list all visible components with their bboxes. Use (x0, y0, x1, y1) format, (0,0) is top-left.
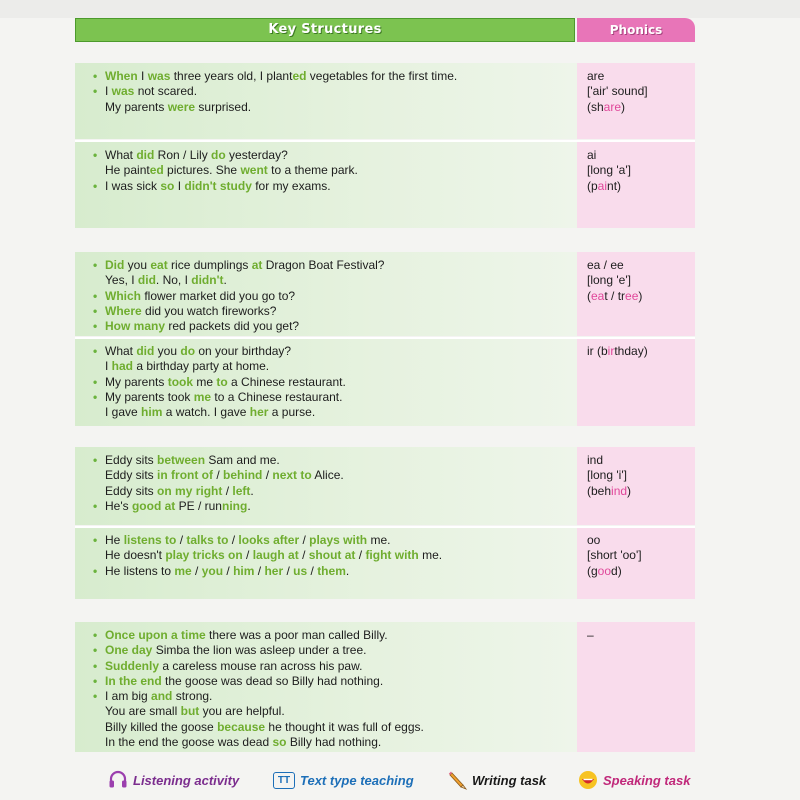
plain-text: he thought it was full of eggs. (265, 719, 424, 734)
phonics-highlight: ir (607, 344, 615, 358)
plain-text: d) (611, 563, 622, 578)
phonics-cell (577, 527, 695, 599)
text-line (587, 258, 695, 273)
bullet-line (105, 390, 577, 405)
plain-text: Alice. (311, 468, 344, 483)
key-word: her (264, 563, 284, 578)
plain-text: / (262, 468, 273, 483)
plain-text: ai (587, 148, 597, 162)
key-word: was (147, 69, 171, 83)
table-row (75, 252, 695, 336)
plain-text: there was a poor man called Billy. (205, 628, 388, 642)
plain-text: ) (638, 288, 643, 303)
legend-listening-label: Listening activity (133, 772, 240, 788)
phonics-highlight: ai (597, 178, 608, 193)
phonics-cell (577, 142, 695, 228)
key-word: Suddenly (105, 658, 160, 673)
phonics-highlight: oo (597, 563, 612, 578)
text-line (587, 148, 695, 163)
plain-text: Billy killed the goose (105, 719, 218, 734)
bullet-line (105, 375, 577, 390)
plain-text: pictures. She (163, 163, 241, 178)
phonics-cell (577, 447, 695, 525)
key-structures-cell (75, 63, 577, 139)
plain-text: He (105, 533, 124, 547)
key-word: do (180, 344, 196, 358)
text-line (105, 735, 577, 750)
key-word: but (180, 704, 200, 719)
key-word: you (201, 563, 224, 578)
plain-text: a careless mouse ran across his paw. (159, 658, 363, 673)
phonics-cell (577, 622, 695, 752)
plain-text: I (105, 359, 112, 374)
key-word: did (137, 273, 156, 288)
plain-text: ) (621, 99, 626, 114)
key-word: me (193, 389, 212, 404)
text-line (587, 100, 695, 115)
plain-text: My parents (105, 99, 168, 114)
plain-text: / (176, 533, 187, 547)
key-word: did (136, 344, 155, 358)
text-line (587, 289, 695, 304)
text-line (587, 344, 695, 359)
key-word: didn't study (184, 178, 252, 193)
phonics-header: Phonics (577, 18, 695, 42)
plain-text: / (307, 563, 318, 578)
plain-text: / (223, 563, 234, 578)
key-structures-cell (75, 142, 577, 228)
text-line (105, 405, 577, 420)
plain-text: He paint (105, 163, 150, 178)
key-word: do (211, 148, 226, 162)
key-word: between (157, 453, 206, 467)
key-word: eat (150, 258, 168, 272)
plain-text: In the end the goose was dead (105, 735, 273, 750)
key-word: laugh at (252, 548, 299, 563)
bullet-line (105, 179, 577, 194)
text-line (105, 359, 577, 374)
text-line (105, 548, 577, 563)
tt-icon: TT (273, 772, 295, 789)
key-word: at (251, 258, 263, 272)
row-divider (75, 337, 695, 339)
phonics-cell (577, 252, 695, 336)
plain-text: / (298, 548, 309, 563)
key-word: took (167, 374, 194, 389)
bullet-line (105, 674, 577, 689)
text-line (587, 533, 695, 548)
plain-text: for my exams. (251, 178, 331, 193)
plain-text: Dragon Boat Festival? (262, 258, 385, 272)
text-line (587, 163, 695, 178)
plain-text: oo (587, 533, 601, 547)
bullet-line (105, 148, 577, 163)
plain-text: . (223, 273, 227, 288)
key-word: play tricks on (165, 548, 243, 563)
plain-text: / (355, 548, 366, 563)
plain-text: ) (627, 483, 632, 498)
key-word: ning (221, 498, 248, 513)
bullet-line (105, 689, 577, 704)
bullet-line (105, 289, 577, 304)
key-word: so (272, 735, 287, 750)
plain-text: Eddy sits (105, 468, 158, 483)
key-structures-cell (75, 252, 577, 336)
bullet-line (105, 304, 577, 319)
plain-text: (g (587, 563, 598, 578)
plain-text: Sam and me. (205, 453, 280, 467)
text-line (587, 69, 695, 84)
text-line (587, 179, 695, 194)
plain-text: . (247, 498, 251, 513)
table-row (75, 63, 695, 139)
key-word: me (174, 563, 192, 578)
text-line (105, 163, 577, 178)
legend-speaking-label: Speaking task (603, 772, 691, 788)
key-word: Did (105, 258, 125, 272)
plain-text: (beh (587, 483, 612, 498)
bullet-line (105, 628, 577, 643)
plain-text: / (222, 483, 233, 498)
key-word: and (151, 689, 173, 704)
key-word: listens to (123, 533, 177, 547)
plain-text: [long 'a'] (587, 163, 631, 178)
key-word: plays with (309, 533, 368, 547)
key-word: on my right (157, 483, 223, 498)
key-word: ed (149, 163, 164, 178)
plain-text: Simba the lion was asleep under a tree. (152, 643, 367, 658)
bullet-line (105, 564, 577, 579)
plain-text: did you watch fireworks? (141, 303, 277, 318)
plain-text: I gave (105, 405, 142, 420)
mouth-icon (578, 770, 598, 790)
key-word: went (240, 163, 268, 178)
key-structures-cell (75, 622, 577, 752)
text-line (587, 453, 695, 468)
table-row (75, 527, 695, 599)
key-word: her (249, 405, 269, 420)
plain-text: ir (b (587, 344, 608, 358)
plain-text: me (193, 374, 217, 389)
text-line (105, 704, 577, 719)
plain-text: What (105, 344, 137, 358)
key-word: had (111, 359, 134, 374)
key-word: them (317, 563, 346, 578)
plain-text: / (191, 563, 202, 578)
key-word: looks after (238, 533, 300, 547)
plain-text: I (174, 178, 185, 193)
plain-text: [short 'oo'] (587, 548, 642, 563)
key-word: next to (272, 468, 312, 483)
key-word: because (217, 719, 266, 734)
table-row (75, 447, 695, 525)
table-row (75, 142, 695, 228)
bullet-line (105, 659, 577, 674)
key-word: behind (223, 468, 263, 483)
plain-text: (p (587, 178, 598, 193)
plain-text: a watch. I gave (162, 405, 250, 420)
plain-text: three years old, I plant (170, 69, 293, 83)
plain-text: vegetables for the first time. (306, 69, 458, 83)
key-word: How many (105, 319, 166, 334)
plain-text: ea / ee (587, 258, 624, 272)
text-line (587, 564, 695, 579)
plain-text: surprised. (195, 99, 252, 114)
text-line (105, 468, 577, 483)
plain-text: [long 'i'] (587, 468, 627, 483)
plain-text: What (105, 148, 137, 162)
plain-text: a Chinese restaurant. (227, 374, 346, 389)
bullet-line (105, 453, 577, 468)
plain-text: My parents (105, 374, 168, 389)
text-line (105, 100, 577, 115)
plain-text: Billy had nothing. (286, 735, 382, 750)
top-strip (0, 0, 800, 18)
key-word: to (216, 374, 228, 389)
plain-text: ( (587, 288, 591, 303)
plain-text: not scared. (134, 84, 198, 99)
plain-text: / (254, 563, 265, 578)
text-line (105, 720, 577, 735)
text-line (587, 484, 695, 499)
key-word: When (105, 69, 138, 83)
key-word: so (160, 178, 175, 193)
bullet-line (105, 84, 577, 99)
key-word: left (232, 483, 251, 498)
key-structures-header: Key Structures (75, 18, 575, 42)
key-word: was (111, 84, 135, 99)
plain-text: / (242, 548, 253, 563)
legend-writing (448, 768, 546, 792)
plain-text: Eddy sits (105, 453, 158, 467)
key-word: In the end (105, 673, 162, 688)
key-word: didn't (191, 273, 224, 288)
plain-text: Ron / Lily (154, 148, 212, 162)
plain-text: / (228, 533, 239, 547)
key-word: fight with (365, 548, 419, 563)
pencil-icon (448, 770, 468, 790)
key-structures-cell (75, 338, 577, 426)
phonics-highlight: ee (625, 288, 639, 303)
key-word: shout at (308, 548, 356, 563)
plain-text: He's (105, 498, 132, 513)
plain-text: I am big (105, 689, 152, 704)
plain-text: Yes, I (105, 273, 138, 288)
plain-text: a purse. (268, 405, 316, 420)
plain-text: ['air' sound] (587, 84, 648, 99)
table-row (75, 338, 695, 426)
plain-text: red packets did you get? (165, 319, 300, 334)
text-line (105, 273, 577, 288)
plain-text: a birthday party at home. (133, 359, 270, 374)
bullet-line (105, 499, 577, 514)
legend-text-type-label: Text type teaching (300, 772, 414, 788)
phonics-highlight: are (603, 99, 622, 114)
plain-text: Eddy sits (105, 483, 158, 498)
key-word: Where (105, 303, 142, 318)
bullet-line (105, 533, 577, 548)
plain-text: t / tr (604, 288, 626, 303)
legend-speaking (578, 768, 690, 792)
plain-text: He doesn't (105, 548, 166, 563)
bullet-line (105, 69, 577, 84)
plain-text: / (299, 533, 310, 547)
text-line (587, 273, 695, 288)
legend-footer (0, 760, 800, 800)
key-word: talks to (186, 533, 229, 547)
plain-text: you (124, 258, 151, 272)
plain-text: flower market did you go to? (141, 288, 296, 303)
plain-text: . No, I (155, 273, 192, 288)
headphones-icon (108, 770, 128, 790)
text-line (587, 84, 695, 99)
key-structures-cell (75, 447, 577, 525)
plain-text: ind (587, 453, 604, 467)
legend-writing-label: Writing task (472, 772, 547, 788)
plain-text: the goose was dead so Billy had nothing. (161, 673, 384, 688)
plain-text: I (105, 84, 112, 99)
key-word: him (233, 563, 255, 578)
plain-text: to a theme park. (267, 163, 358, 178)
bullet-line (105, 643, 577, 658)
plain-text: My parents took (105, 389, 194, 404)
plain-text: – (587, 628, 594, 642)
key-word: Which (105, 288, 141, 303)
bullet-line (105, 319, 577, 334)
text-line (587, 548, 695, 563)
bullet-line (105, 344, 577, 359)
plain-text: (sh (587, 99, 604, 114)
legend-listening (108, 768, 239, 792)
plain-text: He listens to (105, 563, 175, 578)
plain-text: nt) (607, 178, 622, 193)
plain-text: rice dumplings (167, 258, 252, 272)
plain-text: yesterday? (225, 148, 288, 162)
phonics-cell (577, 338, 695, 426)
key-structures-cell (75, 527, 577, 599)
plain-text: thday) (614, 344, 648, 358)
plain-text: on your birthday? (195, 344, 292, 358)
plain-text: . (345, 563, 350, 578)
key-word: One day (105, 643, 153, 658)
plain-text: are (587, 69, 605, 83)
key-word: him (141, 405, 163, 420)
legend-text-type (273, 768, 414, 792)
plain-text: you (154, 344, 181, 358)
plain-text: you are helpful. (199, 704, 285, 719)
key-word: good at (131, 498, 176, 513)
phonics-highlight: ind (611, 483, 628, 498)
plain-text: I (137, 69, 148, 83)
text-line (587, 468, 695, 483)
plain-text: to a Chinese restaurant. (211, 389, 343, 404)
key-word: us (293, 563, 308, 578)
plain-text: PE / run (175, 498, 222, 513)
key-word: Once upon a time (105, 628, 206, 642)
plain-text: I was sick (105, 178, 161, 193)
table-row (75, 622, 695, 752)
plain-text: strong. (172, 689, 213, 704)
row-divider (75, 140, 695, 142)
plain-text: [long 'e'] (587, 273, 631, 288)
bullet-line (105, 258, 577, 273)
phonics-highlight: ea (591, 288, 605, 303)
plain-text: me. (367, 533, 391, 547)
text-line (105, 484, 577, 499)
key-word: in front of (157, 468, 214, 483)
plain-text: . (250, 483, 254, 498)
key-word: ed (292, 69, 307, 83)
key-word: were (167, 99, 196, 114)
row-divider (75, 526, 695, 528)
key-word: did (136, 148, 155, 162)
text-line (587, 628, 695, 643)
plain-text: / (213, 468, 224, 483)
plain-text: You are small (105, 704, 181, 719)
plain-text: me. (418, 548, 443, 563)
plain-text: / (283, 563, 294, 578)
phonics-cell (577, 63, 695, 139)
